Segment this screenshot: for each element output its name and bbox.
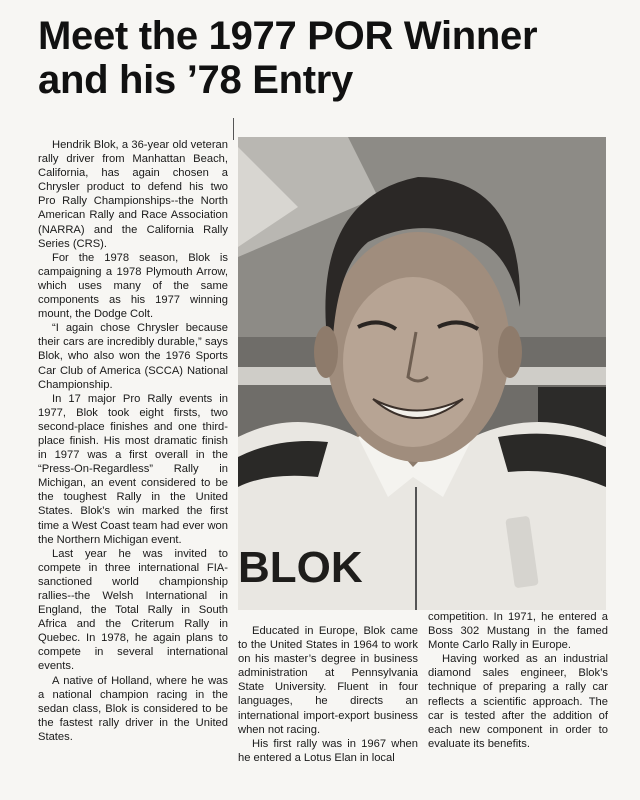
jacket-lettering: BLOK bbox=[238, 543, 363, 592]
article-column-3 bbox=[428, 610, 608, 751]
paragraph: Having worked as an industrial diamond sales engineer, Blok’s technique of preparing a rally car reflects a scientific approach. The car is tested after the addition of each new component in order to evaluate its benefits. bbox=[428, 653, 608, 750]
paragraph: For the 1978 season, Blok is campaigning a 1978 Plymouth Arrow, which uses many of the same components as his 1977 winning mount, the Dodge Colt. bbox=[38, 251, 228, 321]
paragraph: competition. In 1971, he entered a Boss 302 Mustang in the famed Monte Carlo Rally in Europe. bbox=[428, 611, 608, 652]
paragraph: A native of Holland, where he was a national champion racing in the sedan class, Blok is considered to be the fastest rally driver in the United States. bbox=[38, 674, 228, 743]
article-column-2 bbox=[238, 624, 418, 765]
column-divider bbox=[233, 118, 234, 140]
headline bbox=[38, 14, 618, 102]
driver-portrait-photo bbox=[238, 137, 606, 610]
portrait-illustration bbox=[238, 137, 606, 610]
article-column-1 bbox=[38, 138, 228, 744]
paragraph: Hendrik Blok, a 36-year old veteran rally driver from Manhattan Beach, California, has again chosen a Chrysler product to defend his two Pro Rally Championships--the North American Rally and Race Association (NARRA) and the California Rally Series (CRS). bbox=[38, 139, 228, 250]
headline-line-1: Meet the 1977 POR Winner bbox=[38, 14, 538, 58]
paragraph: In 17 major Pro Rally events in 1977, Blok took eight firsts, two second-place finishes and one third-place finish. His most dramatic finish in 1977 was a first overall in the “Press-On-Regardless” Rally in Michigan, an event considered to be the toughest Rally in the United States. Blok’s win marked the first time a West Coast team had ever won the Northern Michigan event. bbox=[38, 392, 228, 546]
headline-line-2: and his ’78 Entry bbox=[38, 58, 353, 102]
paragraph: Educated in Europe, Blok came to the United States in 1964 to work on his master’s degree in business administration at Pennsylvania State University. Fluent in four languages, he directs an international import-export business when not racing. bbox=[238, 625, 418, 736]
paragraph: Last year he was invited to compete in three international FIA-sanctioned world championship rallies--the Welsh International in England, the Total Rally in South Africa and the Criterum Rally in Quebec. In 1978, he again plans to compete in several international events. bbox=[38, 547, 228, 673]
paragraph: His first rally was in 1967 when he entered a Lotus Elan in local bbox=[238, 737, 418, 764]
paragraph: “I again chose Chrysler because their cars are incredibly durable,” says Blok, who also won the 1976 Sports Car Club of America (SCCA) National Championship. bbox=[38, 322, 228, 391]
